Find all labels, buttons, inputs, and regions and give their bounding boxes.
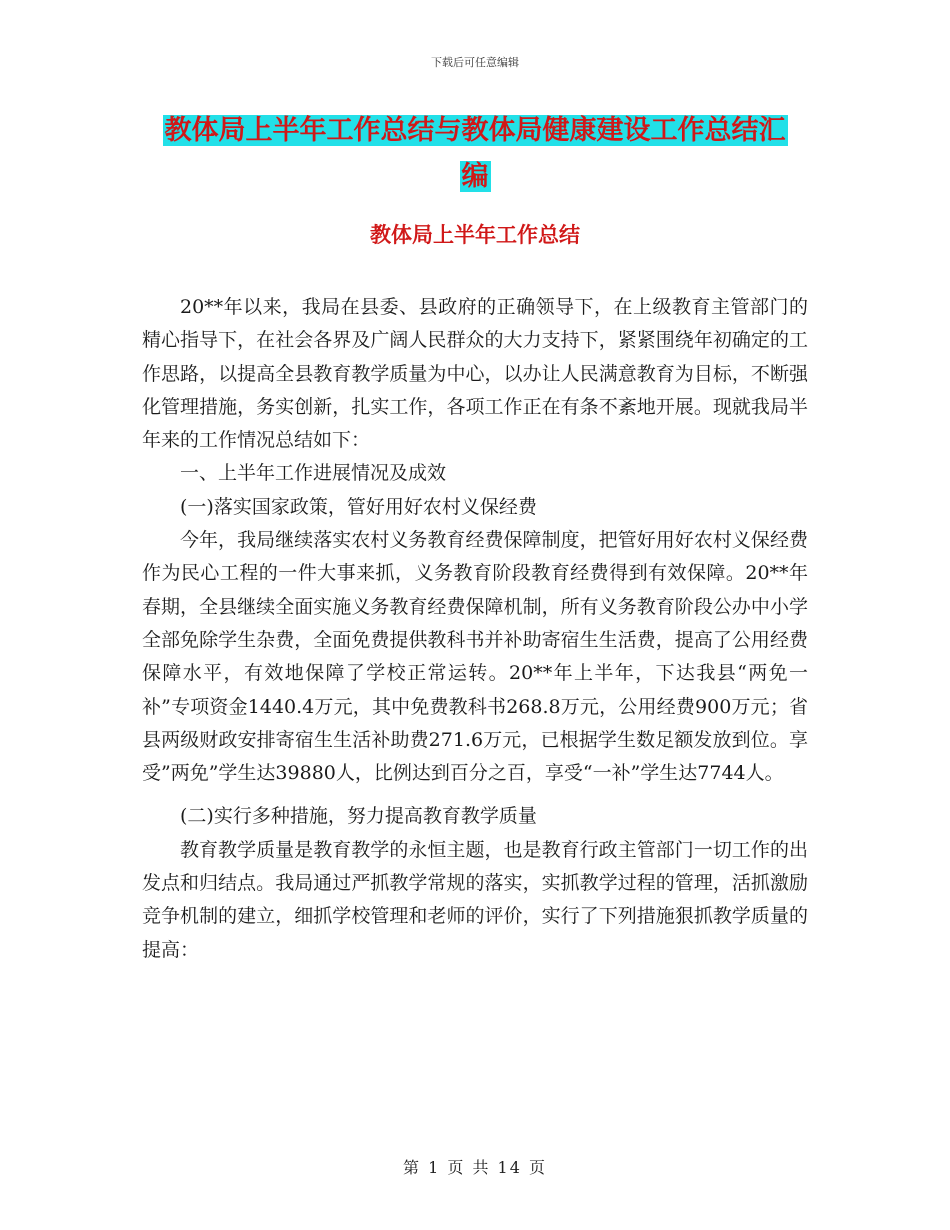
- document-title-line1: 教体局上半年工作总结与教体局健康建设工作总结汇: [164, 115, 786, 146]
- subheading-one: (一)落实国家政策，管好用好农村义保经费: [180, 495, 537, 518]
- page-number: 第 1 页 共 14 页: [403, 1158, 547, 1177]
- document-title: [140, 108, 810, 200]
- paragraph-funding: 今年，我局继续落实农村义务教育经费保障制度，把管好用好农村义保经费作为民心工程的一件大事来抓，义务教育阶段教育经费得到有效保障。20**年春期，全县继续全面实施义务教育经费保障机制，所有义务教育阶段公办中小学全部免除学生杂费，全面免费提供教科书并补助寄宿生生活费，提高了公用经费保障水平，有效地保障了学校正常运转。20**年上半年，下达我县“两免一补”专项资金1440.4万元，其中免费教科书268.8万元，公用经费900万元；省县两级财政安排寄宿生生活补助费271.6万元，已根据学生数足额发放到位。享受”两免”学生达39880人，比例达到百分之百，享受“一补”学生达7744人。: [142, 529, 808, 785]
- paragraph-quality: 教育教学质量是教育教学的永恒主题，也是教育行政主管部门一切工作的出发点和归结点。我局通过严抓教学常规的落实，实抓教学过程的管理，活抓激励竞争机制的建立，细抓学校管理和老师的评价，实行了下列措施狠抓教学质量的提高：: [142, 838, 808, 961]
- heading-part-one: 一、上半年工作进展情况及成效: [180, 462, 447, 485]
- paragraph-intro: 20**年以来，我局在县委、县政府的正确领导下，在上级教育主管部门的精心指导下，在社会各界及广阔人民群众的大力支持下，紧紧围绕年初确定的工作思路，以提高全县教育教学质量为中心，以办让人民满意教育为目标，不断强化管理措施，务实创新，扎实工作，各项工作正在有条不紊地开展。现就我局半年来的工作情况总结如下：: [142, 296, 808, 452]
- document-title-line2: 编: [461, 161, 489, 192]
- subheading-two: (二)实行多种措施，努力提高教育教学质量: [180, 805, 537, 828]
- page-header-note: 下载后可任意编辑: [431, 56, 519, 69]
- section-title: 教体局上半年工作总结: [370, 223, 580, 247]
- document-body: [142, 291, 808, 967]
